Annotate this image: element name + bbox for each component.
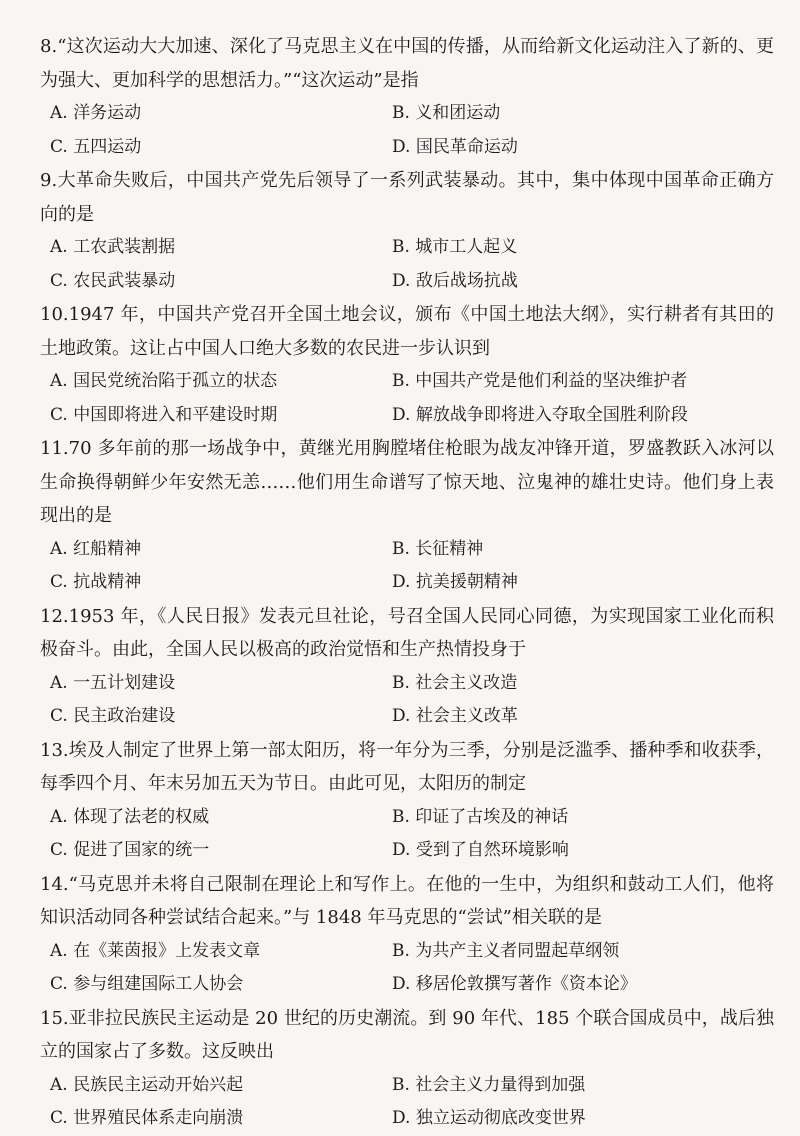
option-list (40, 667, 774, 734)
option-a[interactable]: A. 一五计划建设 (50, 672, 176, 693)
question-15 (40, 1002, 774, 1136)
question-stem (40, 600, 774, 667)
option-list (40, 365, 774, 432)
option-a[interactable]: A. 洋务运动 (50, 103, 142, 123)
question-12 (40, 600, 774, 734)
option-c[interactable]: C. 抗战精神 (50, 572, 142, 592)
option-b[interactable]: B. 印证了古埃及的神话 (392, 806, 569, 827)
question-text: 大革命失败后，中国共产党先后领导了一系列武装暴动。其中，集中体现中国革命正确方向的是 (40, 170, 774, 225)
option-list (40, 533, 774, 600)
option-d[interactable]: D. 社会主义改革 (392, 706, 518, 726)
question-stem (40, 298, 774, 365)
question-text: 1947 年，中国共产党召开全国土地会议，颁布《中国土地法大纲》，实行耕者有其田的土地政策。这让占中国人口绝大多数的农民进一步认识到 (40, 304, 774, 359)
option-d[interactable]: D. 抗美援朝精神 (392, 572, 518, 592)
question-13 (40, 734, 774, 868)
option-b[interactable]: B. 城市工人起义 (392, 237, 518, 257)
question-number: 9. (40, 170, 58, 191)
question-stem (40, 1002, 774, 1069)
option-a[interactable]: A. 在《莱茵报》上发表文章 (50, 940, 261, 961)
question-9 (40, 164, 774, 298)
question-text: “这次运动大大加速、深化了马克思主义在中国的传播，从而给新文化运动注入了新的、更为强大、更加科学的思想活力。”“这次运动”是指 (40, 36, 774, 91)
option-c[interactable]: C. 农民武装暴动 (50, 270, 176, 291)
option-a[interactable]: A. 红船精神 (50, 538, 142, 559)
option-b[interactable]: B. 社会主义改造 (392, 672, 518, 693)
option-c[interactable]: C. 中国即将进入和平建设时期 (50, 404, 278, 425)
question-text: 70 多年前的那一场战争中，黄继光用胸膛堵住枪眼为战友冲锋开道，罗盛教跃入冰河以生命换得朝鲜少年安然无恙……他们用生命谱写了惊天地、泣鬼神的雄壮史诗。他们身上表现出的是 (40, 438, 774, 526)
question-number: 11. (40, 438, 69, 459)
option-c[interactable]: C. 促进了国家的统一 (50, 840, 210, 860)
option-list (40, 1069, 774, 1136)
option-list (40, 97, 774, 164)
option-b[interactable]: B. 社会主义力量得到加强 (392, 1074, 586, 1095)
question-stem (40, 868, 774, 935)
question-text: 亚非拉民族民主运动是 20 世纪的历史潮流。到 90 年代、185 个联合国成员中，战后独立的国家占了多数。这反映出 (40, 1007, 774, 1062)
option-c[interactable]: C. 五四运动 (50, 136, 142, 157)
question-number: 15. (40, 1007, 69, 1029)
option-c[interactable]: C. 民主政治建设 (50, 706, 176, 726)
option-d[interactable]: D. 敌后战场抗战 (392, 270, 518, 291)
question-number: 14. (40, 873, 69, 895)
question-14 (40, 868, 774, 1002)
option-a[interactable]: A. 民族民主运动开始兴起 (50, 1074, 244, 1095)
option-d[interactable]: D. 独立运动彻底改变世界 (392, 1108, 586, 1128)
question-number: 12. (40, 605, 69, 627)
question-11 (40, 432, 774, 600)
option-a[interactable]: A. 体现了法老的权威 (50, 806, 210, 827)
option-c[interactable]: C. 世界殖民体系走向崩溃 (50, 1108, 244, 1128)
option-d[interactable]: D. 受到了自然环境影响 (392, 840, 569, 860)
option-d[interactable]: D. 国民革命运动 (392, 136, 518, 157)
option-b[interactable]: B. 为共产主义者同盟起草纲领 (392, 940, 620, 961)
question-text: 埃及人制定了世界上第一部太阳历，将一年分为三季，分别是泛滥季、播种季和收获季，每季四个月、年末另加五天为节日。由此可见，太阳历的制定 (40, 739, 774, 794)
question-stem (40, 734, 774, 801)
question-8 (40, 30, 774, 164)
option-list (40, 801, 774, 868)
option-a[interactable]: A. 国民党统治陷于孤立的状态 (50, 371, 278, 391)
option-list (40, 231, 774, 298)
question-number: 8. (40, 36, 58, 57)
question-stem (40, 164, 774, 231)
option-b[interactable]: B. 义和团运动 (392, 103, 501, 123)
question-text: 1953 年，《人民日报》发表元旦社论，号召全国人民同心同德，为实现国家工业化而积极奋斗。由此，全国人民以极高的政治觉悟和生产热情投身于 (40, 605, 774, 660)
question-text: “马克思并未将自己限制在理论上和写作上。在他的一生中，为组织和鼓动工人们，他将知识活动同各种尝试结合起来。”与 1848 年马克思的“尝试”相关联的是 (40, 873, 774, 928)
option-d[interactable]: D. 解放战争即将进入夺取全国胜利阶段 (392, 404, 688, 425)
question-number: 13. (40, 739, 69, 761)
question-10 (40, 298, 774, 432)
option-c[interactable]: C. 参与组建国际工人协会 (50, 974, 244, 994)
option-b[interactable]: B. 长征精神 (392, 538, 484, 559)
option-a[interactable]: A. 工农武装割据 (50, 237, 176, 257)
option-b[interactable]: B. 中国共产党是他们利益的坚决维护者 (392, 371, 688, 391)
question-number: 10. (40, 304, 69, 325)
option-list (40, 935, 774, 1002)
option-d[interactable]: D. 移居伦敦撰写著作《资本论》 (392, 974, 637, 994)
question-stem (40, 432, 774, 533)
question-stem (40, 30, 774, 97)
